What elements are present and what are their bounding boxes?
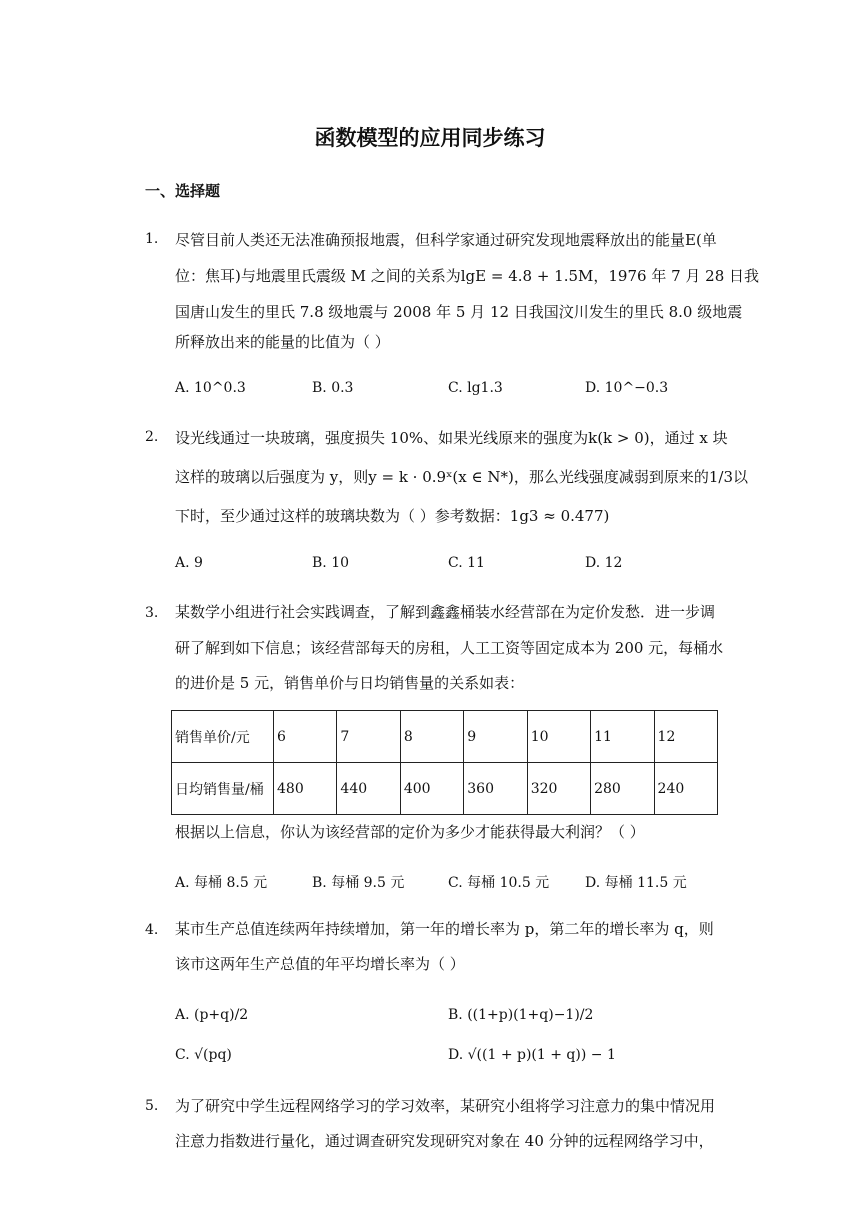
option-d[interactable]: D. 10^−0.3 bbox=[585, 380, 669, 396]
question-text-line: 研了解到如下信息；该经营部每天的房租，人工工资等固定成本为 200 元，每桶水 bbox=[175, 639, 724, 657]
table-row bbox=[172, 711, 718, 763]
question-number: 3. bbox=[145, 605, 159, 621]
question-number: 2. bbox=[145, 429, 159, 445]
price-sales-table bbox=[171, 710, 718, 815]
table-cell: 6 bbox=[274, 711, 337, 763]
option-a[interactable]: A. 9 bbox=[175, 555, 203, 571]
option-b[interactable]: B. 10 bbox=[312, 555, 350, 571]
table-cell: 280 bbox=[591, 763, 654, 815]
section-heading: 一、选择题 bbox=[145, 182, 221, 200]
table-cell: 480 bbox=[274, 763, 337, 815]
question-text-line: 所释放出来的能量的比值为（ ） bbox=[175, 333, 390, 351]
option-b[interactable]: B. ((1+p)(1+q)−1)/2 bbox=[448, 1007, 594, 1023]
table-cell: 440 bbox=[337, 763, 400, 815]
question-text-line: 位：焦耳)与地震里氏震级 M 之间的关系为lgE = 4.8 + 1.5M，1976 年 7 月 28 日我 bbox=[175, 267, 760, 285]
table-cell: 320 bbox=[527, 763, 590, 815]
table-cell: 10 bbox=[527, 711, 590, 763]
question-text-line: 这样的玻璃以后强度为 y，则y = k · 0.9ˣ(x ∈ N*)，那么光线强度减弱到原来的1/3以 bbox=[175, 468, 748, 486]
question-text-line: 下时，至少通过这样的玻璃块数为（ ）参考数据：1g3 ≈ 0.477) bbox=[175, 507, 610, 525]
option-b[interactable]: B. 0.3 bbox=[312, 380, 354, 396]
question-text-line: 的进价是 5 元，销售单价与日均销售量的关系如表： bbox=[175, 674, 525, 692]
option-c[interactable]: C. lg1.3 bbox=[448, 380, 503, 396]
question-text-line: 根据以上信息，你认为该经营部的定价为多少才能获得最大利润？（ ） bbox=[175, 823, 645, 841]
question-text-line: 国唐山发生的里氏 7.8 级地震与 2008 年 5 月 12 日我国汶川发生的里氏 8.0 级地震 bbox=[175, 303, 743, 321]
table-cell: 360 bbox=[464, 763, 527, 815]
table-cell: 12 bbox=[654, 711, 717, 763]
option-d[interactable]: D. 12 bbox=[585, 555, 623, 571]
option-c[interactable]: C. 每桶 10.5 元 bbox=[448, 875, 550, 891]
table-row-label: 销售单价/元 bbox=[172, 711, 274, 763]
question-text-line: 某数学小组进行社会实践调查，了解到鑫鑫桶装水经营部在为定价发愁．进一步调 bbox=[175, 603, 716, 621]
option-a[interactable]: A. 10^0.3 bbox=[175, 380, 246, 396]
table-row bbox=[172, 763, 718, 815]
question-text-line: 该市这两年生产总值的年平均增长率为（ ） bbox=[175, 955, 465, 973]
table-cell: 9 bbox=[464, 711, 527, 763]
option-c[interactable]: C. √(pq) bbox=[175, 1047, 232, 1063]
table-row-label: 日均销售量/桶 bbox=[172, 763, 274, 815]
option-a[interactable]: A. (p+q)/2 bbox=[175, 1007, 249, 1023]
question-number: 5. bbox=[145, 1098, 159, 1114]
table-cell: 8 bbox=[400, 711, 463, 763]
question-text-line: 注意力指数进行量化，通过调查研究发现研究对象在 40 分钟的远程网络学习中， bbox=[175, 1132, 714, 1150]
question-text-line: 为了研究中学生远程网络学习的学习效率，某研究小组将学习注意力的集中情况用 bbox=[175, 1097, 716, 1115]
table-cell: 11 bbox=[591, 711, 654, 763]
question-text-line: 设光线通过一块玻璃，强度损失 10%、如果光线原来的强度为k(k > 0)，通过 x 块 bbox=[175, 429, 728, 447]
question-number: 4. bbox=[145, 922, 159, 938]
table-cell: 400 bbox=[400, 763, 463, 815]
page-title: 函数模型的应用同步练习 bbox=[314, 126, 546, 150]
question-text-line: 尽管目前人类还无法准确预报地震，但科学家通过研究发现地震释放出的能量E(单 bbox=[175, 231, 717, 249]
table-cell: 240 bbox=[654, 763, 717, 815]
option-a[interactable]: A. 每桶 8.5 元 bbox=[175, 875, 268, 891]
option-b[interactable]: B. 每桶 9.5 元 bbox=[312, 875, 405, 891]
option-d[interactable]: D. √((1 + p)(1 + q)) − 1 bbox=[448, 1047, 616, 1063]
table-cell: 7 bbox=[337, 711, 400, 763]
question-text-line: 某市生产总值连续两年持续增加，第一年的增长率为 p，第二年的增长率为 q，则 bbox=[175, 920, 714, 938]
option-c[interactable]: C. 11 bbox=[448, 555, 485, 571]
question-number: 1. bbox=[145, 231, 159, 247]
option-d[interactable]: D. 每桶 11.5 元 bbox=[585, 875, 687, 891]
